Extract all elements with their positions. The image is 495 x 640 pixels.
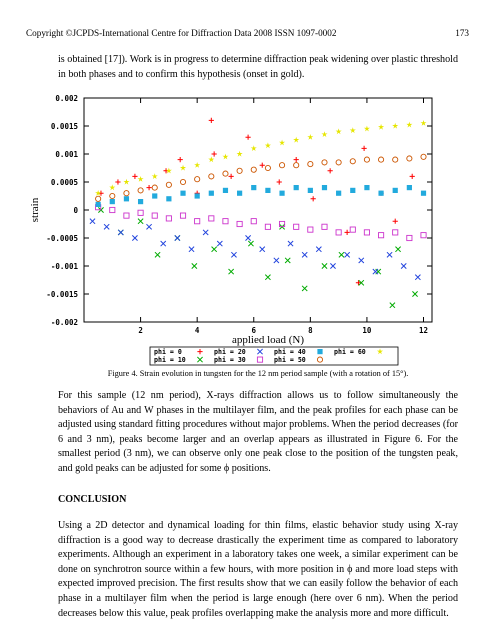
y-axis-label: strain [29, 197, 41, 223]
data-point-phi-40 [294, 185, 299, 190]
y-tick-label: -0.002 [50, 318, 78, 327]
data-point-phi-40 [237, 191, 242, 196]
data-point-phi-40 [180, 191, 185, 196]
copyright-notice: Copyright ©JCPDS-International Centre for Diffraction Data 2008 ISSN 1097-0002 [26, 28, 337, 38]
legend-label: phi = 20 [214, 348, 246, 356]
sample-paragraph: For this sample (12 nm period), X-rays diffraction allows us to follow simultaneously the behaviors of Au and W phases in the multilayer film, and the peak profiles for each phase can be adjusted using standard fitting procedures without major problems. When the period decreases (for 6 and 3 nm), peaks become larger and an overlap appears as illustrated in Figure 6. For the smallest period (3 nm), we can observe only one peak close to the position of the tungsten peak, and gold peaks can be adjusted for some ϕ positions. [58, 390, 458, 474]
page-number: 173 [455, 28, 469, 38]
conclusion-paragraph: Using a 2D detector and dynamical loading for thin films, elastic behavior study using X-ray diffraction is a good way to decrease drastically the experiment time as compared to laboratory experiments. Although an experiment in a laboratory takes one week, a similar experiment can be done on synchrotron source within a few hours, with more position in ϕ and more load steps with expected improved precision. The first results show that we can easily follow the behavior of each phase in a multilayer film when the period is large enough (here over 6 nm). When the period decreases below this value, peak profiles overlapping make the analysis more and more difficult. [58, 520, 458, 619]
data-point-phi-40 [322, 185, 327, 190]
figure-caption: Figure 4. Strain evolution in tungsten for the 12 nm period sample (with a rotation of 15°). [107, 369, 409, 378]
legend-label: phi = 50 [274, 356, 306, 364]
data-point-phi-40 [110, 199, 115, 204]
data-point-phi-40 [279, 191, 284, 196]
data-point-phi-40 [364, 185, 369, 190]
legend-label: phi = 30 [214, 356, 246, 364]
x-tick-label: 2 [138, 326, 143, 335]
data-point-phi-40 [393, 188, 398, 193]
data-point-phi-40 [308, 188, 313, 193]
y-tick-label: 0.0005 [50, 178, 78, 187]
y-tick-label: 0.0015 [50, 122, 78, 131]
x-tick-label: 12 [418, 326, 429, 335]
x-tick-label: 8 [308, 326, 313, 335]
data-point-phi-40 [265, 188, 270, 193]
data-point-phi-40 [378, 191, 383, 196]
intro-paragraph: is obtained [17]). Work is in progress to determine diffraction peak widening over plastic threshold in both phases and to confirm this hypothesis (onset in gold). [58, 54, 458, 80]
strain-figure [28, 86, 440, 368]
plot-frame [84, 98, 432, 322]
data-point-phi-40 [166, 196, 171, 201]
y-tick-label: 0 [73, 206, 78, 215]
x-axis-label: applied load (N) [231, 334, 305, 346]
y-tick-label: 0.002 [55, 94, 78, 103]
y-tick-label: 0.001 [55, 150, 78, 159]
data-point-phi-40 [407, 185, 412, 190]
y-tick-label: -0.001 [50, 262, 78, 271]
legend-label: phi = 0 [154, 348, 182, 356]
x-tick-label: 6 [251, 326, 257, 335]
data-point-phi-40 [223, 188, 228, 193]
strain-scatter-chart [28, 86, 440, 368]
data-point-phi-40 [209, 191, 214, 196]
data-point-phi-40 [138, 199, 143, 204]
legend-label: phi = 10 [154, 356, 186, 364]
data-point-phi-40 [152, 193, 157, 198]
data-point-phi-40 [124, 196, 129, 201]
data-point-phi-40 [195, 193, 200, 198]
conclusion-heading: CONCLUSION [58, 494, 127, 505]
data-point-phi-40 [336, 191, 341, 196]
data-point-phi-40 [251, 185, 256, 190]
legend-label: phi = 60 [334, 348, 366, 356]
y-tick-label: -0.0005 [46, 234, 78, 243]
legend-label: phi = 40 [274, 348, 306, 356]
x-tick-label: 4 [194, 326, 200, 335]
data-point-phi-40 [350, 188, 355, 193]
data-point-phi-40 [96, 202, 101, 207]
page-header [26, 28, 469, 42]
y-tick-label: -0.0015 [46, 290, 78, 299]
data-point-phi-40 [421, 191, 426, 196]
legend-marker [317, 349, 322, 354]
x-tick-label: 10 [362, 326, 372, 335]
